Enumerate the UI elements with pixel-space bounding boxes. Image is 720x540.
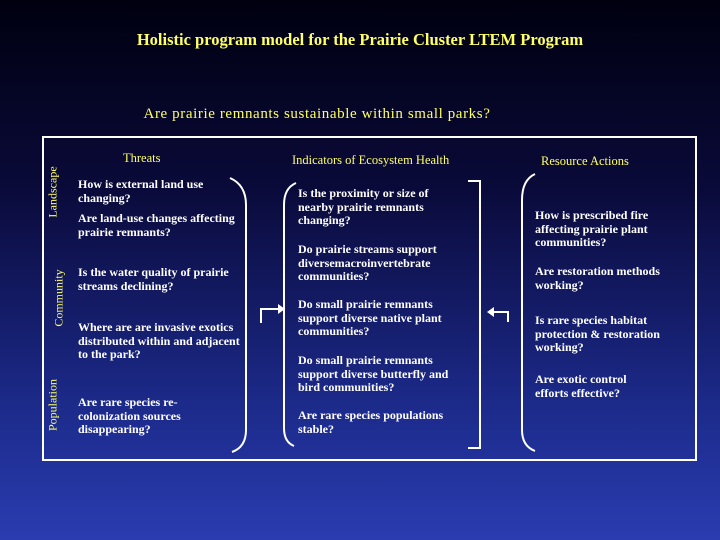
action-item: Are exotic control efforts effective? [535, 372, 627, 400]
threat-item: Where are are invasive exotics distributed within and adjacent to the park? [78, 320, 240, 361]
threats-bracket [230, 178, 246, 452]
threat-item: Are land-use changes affecting prairie remnants? [78, 211, 235, 239]
threat-item: Is the water quality of prairie streams declining? [78, 265, 229, 293]
indicator-item: Do small prairie remnants support diverse butterfly and bird communities? [298, 353, 449, 394]
community-label: Community [51, 269, 66, 327]
threat-item: Are rare species re-colonization sources disappearing? [78, 395, 181, 436]
threats-to-indicators-arrow [261, 304, 285, 323]
indicator-item: Are rare species populations stable? [298, 408, 444, 436]
indicator-item: Is the proximity or size of nearby prairie remnants changing? [298, 186, 429, 227]
indicator-item: Do small prairie remnants support diverse native plant communities? [298, 297, 442, 338]
indicator-item: Do prairie streams support diversemacroinvertebrate communities? [298, 242, 437, 283]
indicators-heading: Indicators of Ecosystem Health [292, 153, 450, 167]
threats-heading: Threats [123, 151, 161, 165]
actions-bracket [522, 174, 535, 451]
action-item: Is rare species habitat protection & restoration working? [535, 313, 660, 354]
indicators-left-bracket [284, 183, 296, 446]
threat-item: How is external land use changing? [78, 177, 204, 205]
page-title: Holistic program model for the Prairie Cluster LTEM Program [136, 30, 584, 49]
indicators-right-bracket [468, 181, 480, 448]
action-item: How is prescribed fire affecting prairie plant communities? [535, 208, 649, 249]
central-question: Are prairie remnants sustainable within small parks? [143, 106, 491, 122]
actions-heading: Resource Actions [541, 154, 629, 168]
landscape-label: Landscape [45, 166, 60, 218]
population-label: Population [45, 378, 60, 432]
action-item: Are restoration methods working? [535, 264, 660, 292]
actions-to-indicators-arrow [487, 307, 508, 322]
